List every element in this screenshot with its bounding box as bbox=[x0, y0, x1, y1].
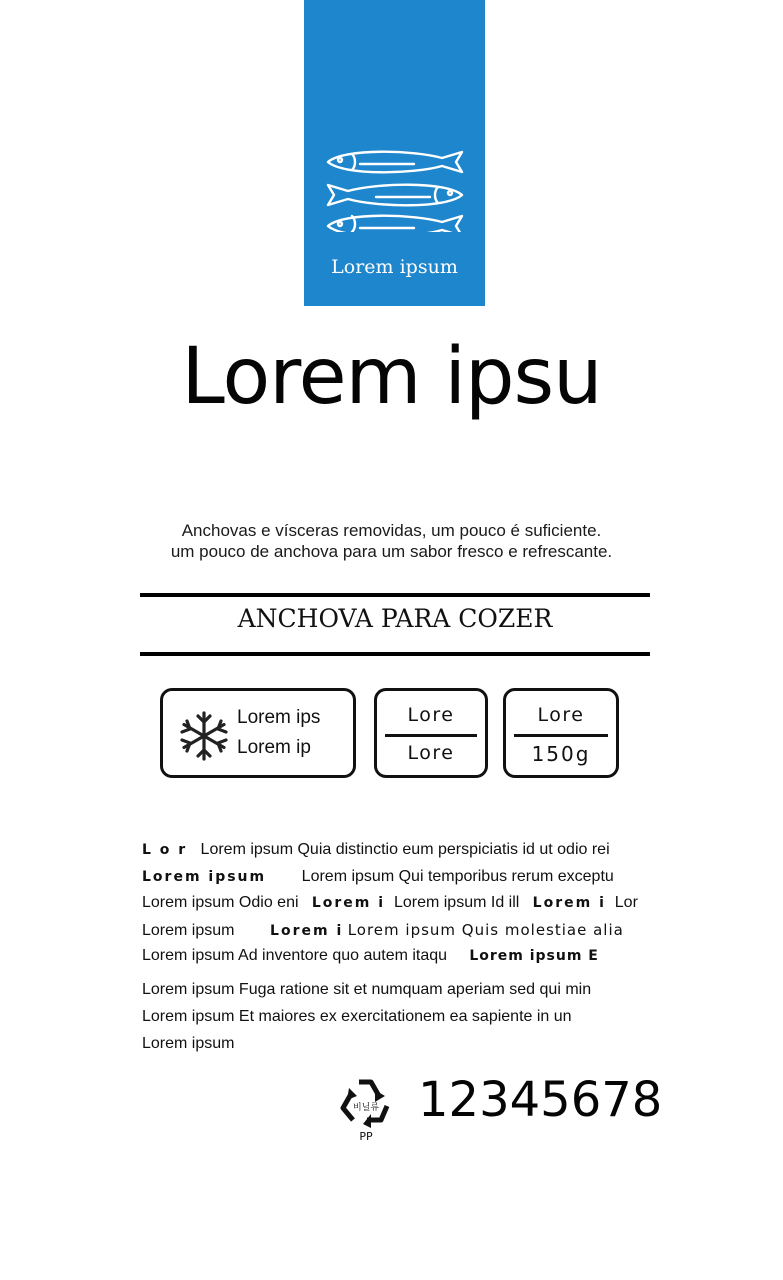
info-box-2-divider bbox=[385, 734, 477, 737]
top-rule bbox=[140, 593, 650, 597]
product-name: ANCHOVA PARA COZER bbox=[237, 604, 553, 633]
body-line-6 bbox=[142, 981, 642, 999]
body-text: Lorem ipsum Quia distinctio eum perspiciatis id ut odio rei bbox=[200, 841, 610, 858]
info-box-2-top: Lore bbox=[407, 704, 455, 726]
body-tag: Lorem i bbox=[311, 895, 386, 911]
body-tag: Lorem i bbox=[532, 895, 606, 911]
body-tag: Lorem ipsum E bbox=[469, 948, 599, 964]
product-code: 12345678 bbox=[418, 1072, 663, 1128]
product-description bbox=[0, 520, 783, 562]
weight-info-box bbox=[503, 688, 619, 778]
product-title: Lorem ipsu bbox=[181, 332, 602, 422]
body-line-3 bbox=[142, 894, 642, 912]
body-line-2 bbox=[142, 868, 642, 886]
body-line-8 bbox=[142, 1035, 642, 1053]
body-line-7 bbox=[142, 1008, 642, 1026]
info-box-2 bbox=[374, 688, 488, 778]
body-text: Lorem ipsum Ad inventore quo autem itaqu bbox=[142, 947, 448, 964]
body-tag: L o r bbox=[142, 842, 188, 858]
bottom-rule bbox=[140, 652, 650, 656]
body-text: Lor bbox=[614, 894, 638, 911]
body-text: Lorem ipsum Id ill bbox=[393, 894, 520, 911]
body-text: Lorem ipsum Qui temporibus rerum exceptu bbox=[301, 868, 614, 885]
body-text: Lorem ipsum bbox=[142, 1035, 235, 1052]
brand-panel bbox=[304, 0, 485, 306]
body-tag: Lorem i bbox=[270, 923, 344, 939]
body-line-5 bbox=[142, 947, 642, 965]
body-line-4 bbox=[142, 921, 642, 940]
body-text: Lorem ipsum Et maiores ex exercitationem ea sapiente in un bbox=[142, 1008, 572, 1025]
fish-icon bbox=[324, 140, 466, 232]
snowflake-icon bbox=[179, 711, 229, 761]
brand-name: Lorem ipsum bbox=[331, 256, 458, 278]
weight-divider bbox=[514, 734, 608, 737]
body-text: Lorem ipsum Quis molestiae alia bbox=[347, 921, 624, 939]
body-tag: Lorem ipsum bbox=[142, 869, 267, 885]
weight-label: Lore bbox=[537, 704, 585, 726]
storage-line-1: Lorem ips bbox=[237, 707, 321, 728]
storage-line-2: Lorem ip bbox=[237, 737, 311, 758]
recycle-material: PP bbox=[359, 1130, 373, 1143]
body-line-1 bbox=[142, 841, 642, 859]
description-line-2: um pouco de anchova para um sabor fresco e refrescante. bbox=[170, 542, 613, 561]
body-text: Lorem ipsum bbox=[142, 922, 235, 939]
recycle-label: 비닐류 bbox=[352, 1103, 380, 1113]
info-box-2-bottom: Lore bbox=[407, 742, 455, 764]
description-line-1: Anchovas e vísceras removidas, um pouco é suficiente. bbox=[181, 521, 602, 540]
storage-info-box bbox=[160, 688, 356, 778]
body-text: Lorem ipsum Fuga ratione sit et numquam aperiam sed qui min bbox=[142, 981, 592, 998]
weight-value: 150g bbox=[531, 742, 591, 766]
body-text: Lorem ipsum Odio eni bbox=[142, 894, 299, 911]
